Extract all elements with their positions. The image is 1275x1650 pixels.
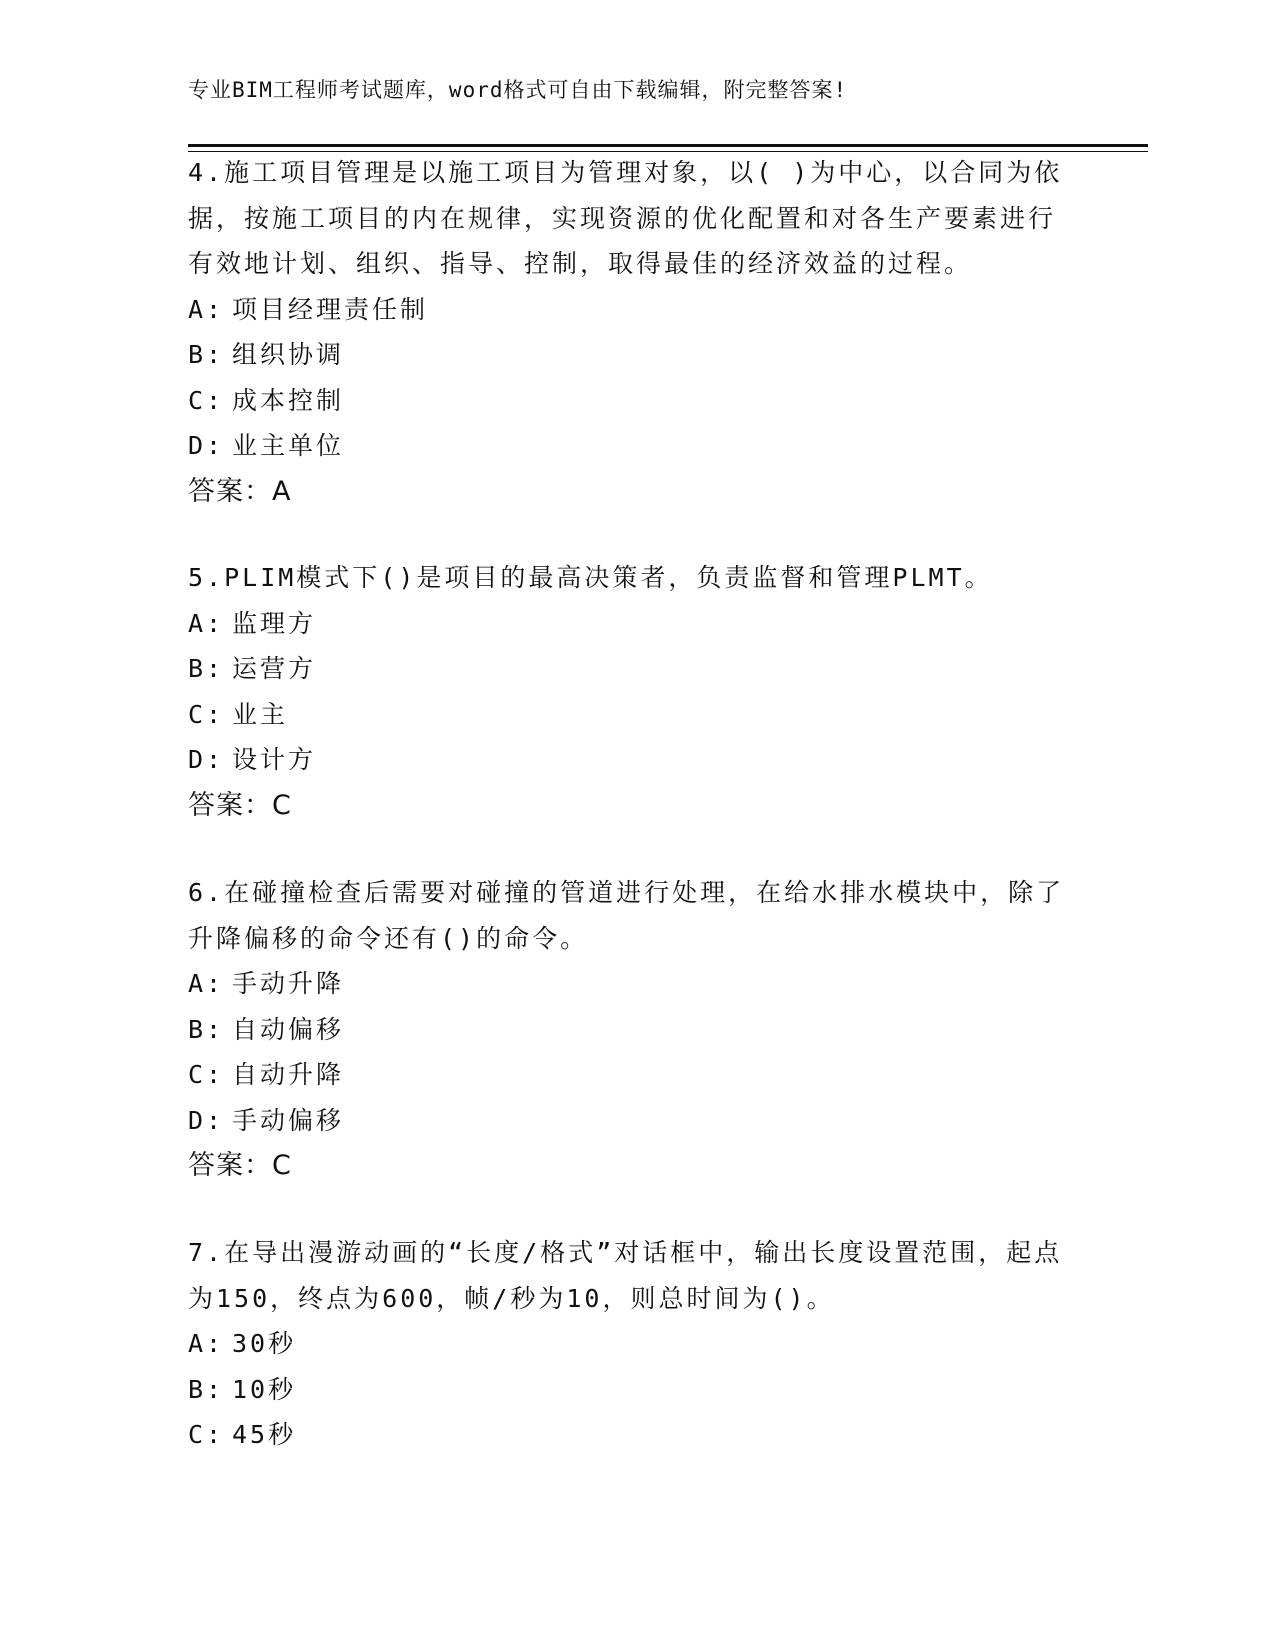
option-key: A: [188,608,225,638]
option-text: 组织协调 [232,340,345,369]
answer-line: 答案：C [188,1150,292,1181]
question-4 [188,150,1068,514]
option-c [188,1412,1068,1458]
option-text: 成本控制 [232,385,345,415]
option-key: D: [188,745,225,774]
option-key: B: [188,654,225,683]
option-text: 运营方 [232,654,317,683]
option-text: 项目经理责任制 [232,294,429,324]
header-rule-thick [188,144,1148,147]
option-text: 业主 [232,699,289,729]
question-stem: 4.施工项目管理是以施工项目为管理对象，以( )为中心，以合同为依据，按施工项目的内在规律，实现资源的优化配置和对各生产要素进行有效地计划、组织、指导、控制，取得最佳的经济效益的过程。 [188,158,1063,278]
question-stem: 5.PLIM模式下()是项目的最高决策者，负责监督和管理PLMT。 [188,563,993,592]
option-key: B: [188,1374,225,1404]
option-text: 自动偏移 [232,1014,345,1044]
option-text: 业主单位 [232,431,345,460]
question-6 [188,870,1068,1189]
question-5 [188,555,1068,828]
option-key: C: [188,1060,225,1089]
option-text: 手动升降 [232,969,345,998]
option-b [188,646,1068,692]
option-text: 30秒 [232,1329,297,1358]
option-b [188,1367,1068,1413]
answer-line: 答案：C [188,789,292,821]
option-text: 设计方 [232,745,317,774]
option-key: C: [188,699,225,729]
option-c [188,1052,1068,1098]
option-key: A: [188,294,225,324]
option-b [188,332,1068,378]
option-key: C: [188,385,225,415]
option-d [188,1098,1068,1144]
option-a [188,601,1068,647]
option-key: D: [188,431,225,460]
option-key: C: [188,1420,225,1449]
option-text: 45秒 [232,1420,297,1449]
answer-line: 答案：A [188,475,292,507]
option-text: 手动偏移 [232,1105,345,1135]
question-stem: 6.在碰撞检查后需要对碰撞的管道进行处理，在给水排水模块中，除了升降偏移的命令还有()的命令。 [188,878,1065,953]
option-a [188,287,1068,333]
option-c [188,378,1068,424]
option-text: 10秒 [232,1374,297,1404]
option-text: 监理方 [232,608,317,638]
option-a [188,961,1068,1007]
option-key: B: [188,1014,225,1044]
question-stem: 7.在导出漫游动画的“长度/格式”对话框中，输出长度设置范围，起点为150，终点为600，帧/秒为10，则总时间为()。 [188,1238,1063,1313]
option-key: D: [188,1105,225,1135]
option-key: B: [188,340,225,369]
option-d [188,737,1068,783]
option-a [188,1321,1068,1367]
option-d [188,423,1068,469]
option-key: A: [188,969,225,998]
option-key: A: [188,1329,225,1358]
option-text: 自动升降 [232,1060,345,1089]
page-header: 专业BIM工程师考试题库，word格式可自由下载编辑，附完整答案! [188,78,848,102]
option-c [188,692,1068,738]
option-b [188,1007,1068,1053]
question-7 [188,1230,1068,1458]
